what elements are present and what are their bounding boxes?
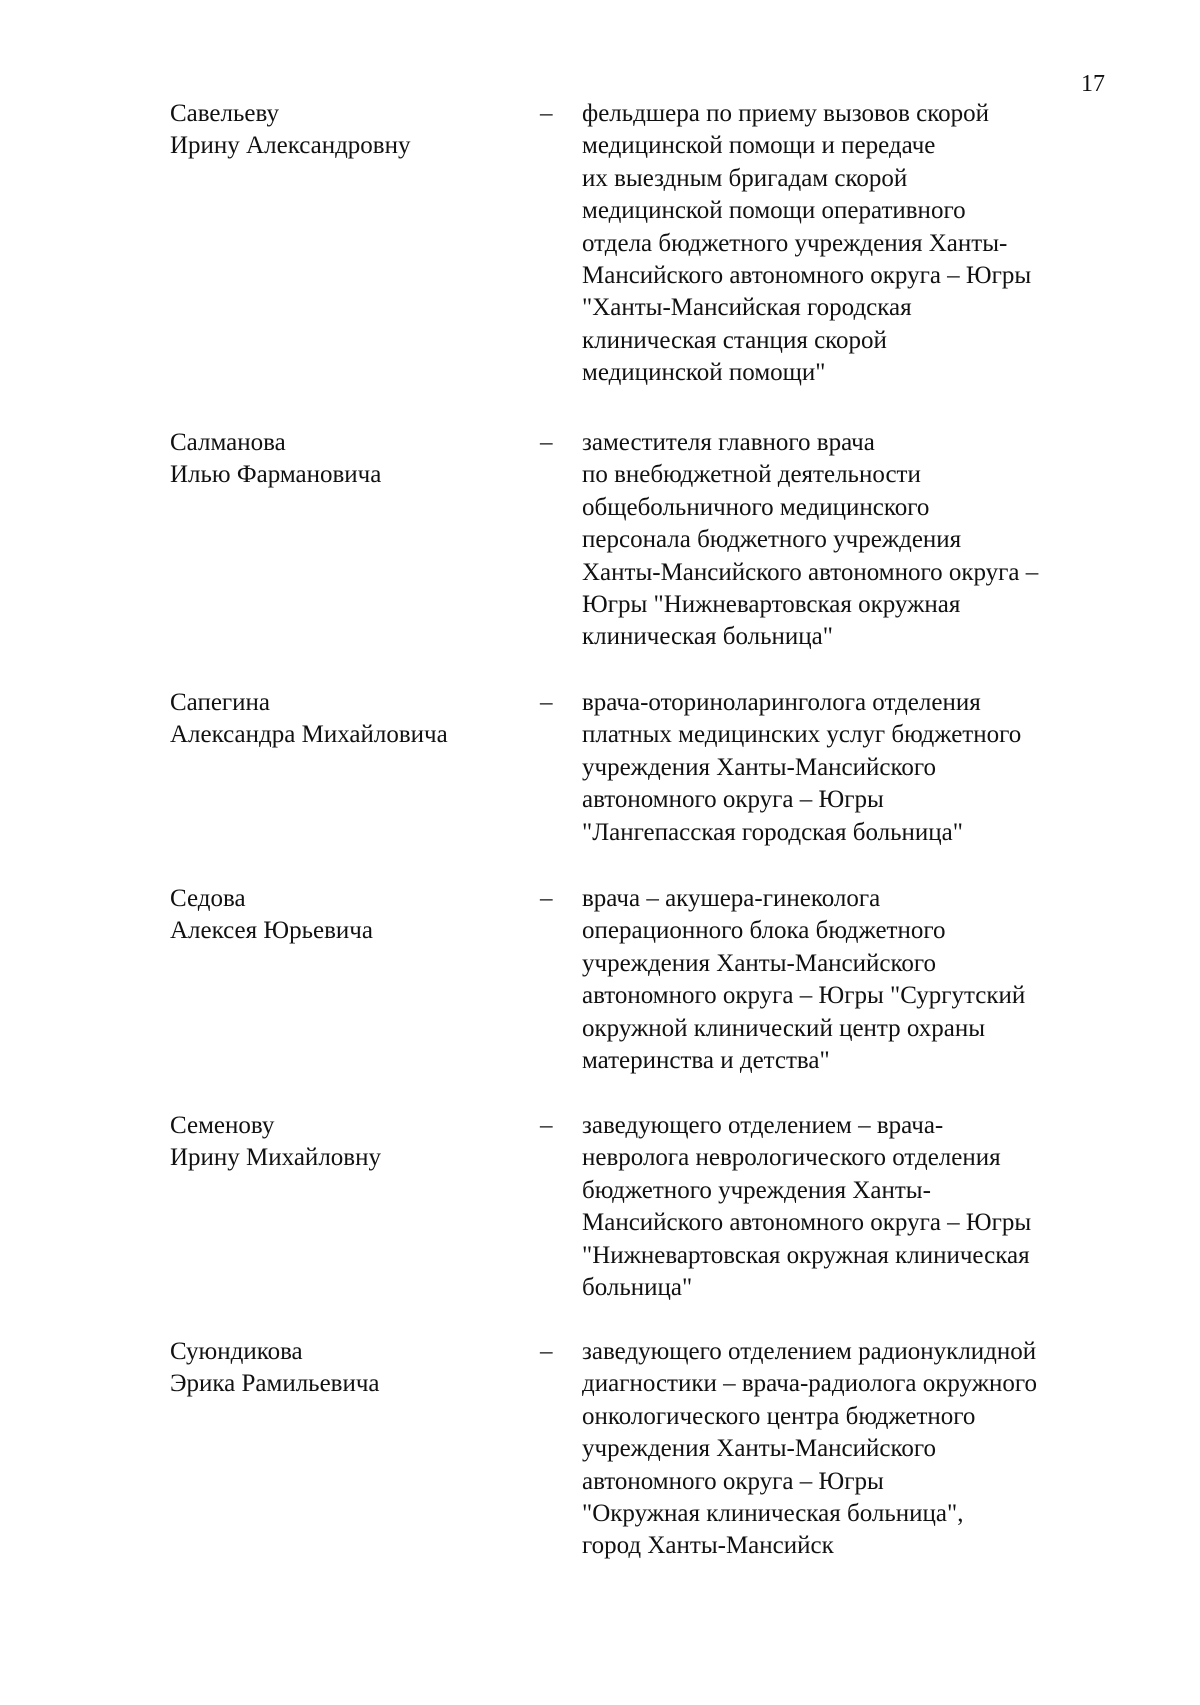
description-line: "Лангепасская городская больница"	[582, 818, 963, 846]
person-name	[170, 687, 530, 752]
description-line: платных медицинских услуг бюджетного	[582, 721, 1022, 749]
given-names: Эрика Рамильевича	[170, 1370, 380, 1398]
description-line: учреждения Ханты-Мансийского	[582, 949, 937, 977]
description-line: Югры "Нижневартовская окружная	[582, 591, 961, 619]
description-line: врача-оториноларинголога отделения	[582, 689, 981, 716]
description-line: заведующего отделением – врача-	[582, 1112, 944, 1139]
surname: Салманова	[170, 429, 286, 456]
surname: Савельеву	[170, 100, 279, 127]
surname: Семенову	[170, 1112, 275, 1139]
description-line: автономного округа – Югры "Сургутский	[582, 982, 1026, 1010]
description-line: фельдшера по приему вызовов скорой	[582, 100, 990, 127]
surname: Седова	[170, 885, 246, 912]
given-names: Ирину Александровну	[170, 132, 411, 160]
description-line: медицинской помощи и передаче	[582, 132, 936, 160]
description-line: медицинской помощи оперативного	[582, 197, 966, 225]
separator-dash: –	[540, 885, 553, 912]
description-line: "Нижневартовская окружная клиническая	[582, 1241, 1030, 1269]
description-line: город Ханты-Мансийск	[582, 1532, 834, 1560]
separator-dash: –	[540, 100, 553, 127]
description-line: врача – акушера-гинеколога	[582, 885, 881, 912]
description-line: "Ханты-Мансийская городская	[582, 294, 912, 322]
description-line: отдела бюджетного учреждения Ханты-	[582, 229, 1008, 257]
description-line: по внебюджетной деятельности	[582, 461, 921, 489]
separator-dash: –	[540, 429, 553, 456]
description-line: учреждения Ханты-Мансийского	[582, 753, 937, 781]
description-line: окружной клинический центр охраны	[582, 1014, 986, 1042]
person-name	[170, 883, 530, 948]
description-line: невролога неврологического отделения	[582, 1144, 1001, 1172]
given-names: Алексея Юрьевича	[170, 917, 373, 945]
description-line: Ханты-Мансийского автономного округа –	[582, 558, 1039, 586]
description-line: заведующего отделением радионуклидной	[582, 1338, 1037, 1365]
separator-dash: –	[540, 1112, 553, 1139]
position-description	[582, 427, 1142, 654]
description-line: больница"	[582, 1274, 693, 1302]
separator-dash: –	[540, 1338, 553, 1365]
position-description	[582, 1336, 1142, 1563]
position-description	[582, 687, 1142, 849]
surname: Сапегина	[170, 689, 271, 716]
description-line: Мансийского автономного округа – Югры	[582, 1209, 1032, 1237]
page-number: 17	[1081, 71, 1105, 97]
given-names: Илью Фармановича	[170, 461, 382, 489]
description-line: диагностики – врача-радиолога окружного	[582, 1370, 1037, 1398]
description-line: заместителя главного врача	[582, 429, 875, 456]
description-line: автономного округа – Югры	[582, 786, 884, 814]
description-line: "Окружная клиническая больница",	[582, 1500, 964, 1528]
person-name	[170, 98, 530, 163]
person-name	[170, 427, 530, 492]
person-name	[170, 1336, 530, 1401]
person-name	[170, 1110, 530, 1175]
description-line: Мансийского автономного округа – Югры	[582, 262, 1032, 290]
description-line: бюджетного учреждения Ханты-	[582, 1176, 931, 1204]
position-description	[582, 1110, 1142, 1304]
description-line: онкологического центра бюджетного	[582, 1402, 976, 1430]
given-names: Александра Михайловича	[170, 721, 448, 749]
separator-dash: –	[540, 689, 553, 716]
description-line: материнства и детства"	[582, 1047, 830, 1075]
description-line: медицинской помощи"	[582, 359, 826, 387]
description-line: клиническая больница"	[582, 623, 833, 651]
given-names: Ирину Михайловну	[170, 1144, 381, 1172]
description-line: общебольничного медицинского	[582, 493, 930, 521]
description-line: персонала бюджетного учреждения	[582, 526, 962, 554]
description-line: их выездным бригадам скорой	[582, 164, 908, 192]
description-line: автономного округа – Югры	[582, 1467, 884, 1495]
position-description	[582, 883, 1142, 1077]
surname: Суюндикова	[170, 1338, 303, 1365]
description-line: операционного блока бюджетного	[582, 917, 946, 945]
description-line: учреждения Ханты-Мансийского	[582, 1435, 937, 1463]
position-description	[582, 98, 1142, 390]
description-line: клиническая станция скорой	[582, 326, 887, 354]
